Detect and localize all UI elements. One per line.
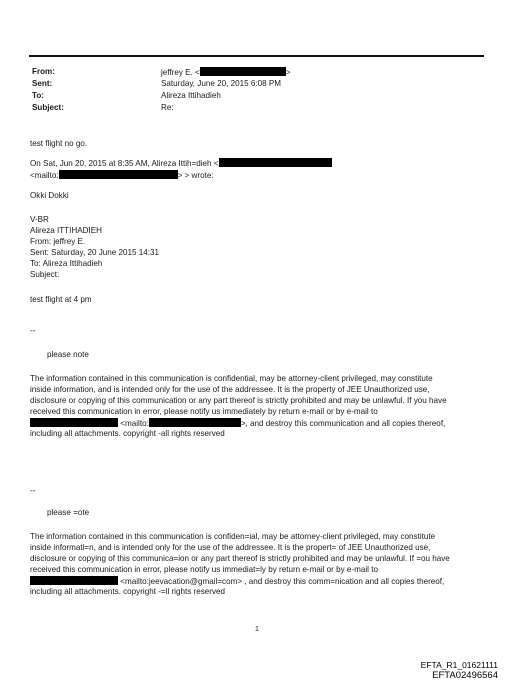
disclaimer-line: including all attachments. copyright -all rights reserved xyxy=(30,429,225,438)
disclaimer-line: disclosure or copying of this communication or any part thereof is strictly prohibited and may be unlawful. If you have xyxy=(30,396,447,405)
quote-text: On Sat, Jun 20, 2015 at 8:35 AM, Alireza Ittih=dieh < xyxy=(30,159,219,168)
disclaimer-line: The information contained in this communication is confiden=ial, may be attorney-client privileged, may constitute xyxy=(30,532,436,541)
disclaimer-line xyxy=(30,576,444,588)
disclaimer-line: The information contained in this communication is confidential, may be attorney-client privileged, may constitute xyxy=(30,374,433,383)
quote-text: > > wrote: xyxy=(177,171,214,180)
subject-value: Re: xyxy=(161,103,174,112)
redaction-box xyxy=(30,576,118,585)
header-rule xyxy=(29,55,484,57)
to-value: Alireza Ittihadieh xyxy=(161,91,221,100)
document-ref-2: EFTA02496564 xyxy=(432,670,498,681)
redaction-box xyxy=(30,418,118,427)
subject-label: Subject: xyxy=(32,103,64,112)
disclaimer-line: received this communication in error, please notify us immediately by return e-mail or by e-mail to xyxy=(30,407,378,416)
disclaimer-text: <mailto:jeevacation@gmail=com> , and destroy this comm=nication and all copies thereof, xyxy=(120,577,445,586)
body-line: From: jeffrey E. xyxy=(30,237,86,246)
separator-dashes: -- xyxy=(30,326,36,335)
please-note: please =ote xyxy=(47,508,90,517)
body-line: Okki Dokki xyxy=(30,191,69,200)
body-line: test flight at 4 pm xyxy=(30,295,92,304)
from-name: jeffrey E. < xyxy=(161,68,200,77)
page-number: 1 xyxy=(255,626,259,633)
redaction-box xyxy=(59,170,178,179)
sent-value: Saturday, June 20, 2015 6:08 PM xyxy=(161,79,281,88)
sent-label: Sent: xyxy=(32,79,53,88)
body-line: V-BR xyxy=(30,215,49,224)
redaction-box xyxy=(200,67,286,76)
separator-dashes: -- xyxy=(30,486,36,495)
body-line: Subject: xyxy=(30,270,60,279)
please-note: please note xyxy=(47,350,89,359)
disclaimer-line: inside information, and is intended only for the use of the addressee. It is the property of JEE Unauthorized use, xyxy=(30,385,430,394)
body-line: Sent: Saturday, 20 June 2015 14:31 xyxy=(30,248,159,257)
disclaimer-line: disclosure or copying of this communica=ion or any part thereof is strictly prohibited and may be unlawful. If =ou have xyxy=(30,554,450,563)
body-line: test flight no go. xyxy=(30,139,88,148)
disclaimer-text: >, and destroy this communication and all copies thereof, xyxy=(240,419,446,428)
from-label: From: xyxy=(32,67,55,76)
disclaimer-line xyxy=(30,418,445,430)
quote-text: <mailto: xyxy=(30,171,59,180)
redaction-box xyxy=(149,418,241,427)
disclaimer-line: inside informati=n, and is intended only for the use of the addressee. It is the propert= of JEE Unauthorized use, xyxy=(30,543,431,552)
disclaimer-text: <mailto: xyxy=(120,419,149,428)
disclaimer-line: including all attachments. copyright -=ll rights reserved xyxy=(30,587,226,596)
document-ref-1: EFTA_R1_01621111 xyxy=(420,660,498,670)
to-label: To: xyxy=(32,91,44,100)
quote-line xyxy=(30,170,214,182)
from-tail: > xyxy=(285,68,291,77)
from-value xyxy=(161,67,291,79)
redaction-box xyxy=(219,158,332,167)
body-line: Alireza ITTIHADIEH xyxy=(30,226,102,235)
quote-line xyxy=(30,158,332,170)
disclaimer-line: received this communication in error, please notify us immediat=ly by return e-mail or by e-mail to xyxy=(30,565,378,574)
body-line: To: Alireza Ittihadieh xyxy=(30,259,103,268)
